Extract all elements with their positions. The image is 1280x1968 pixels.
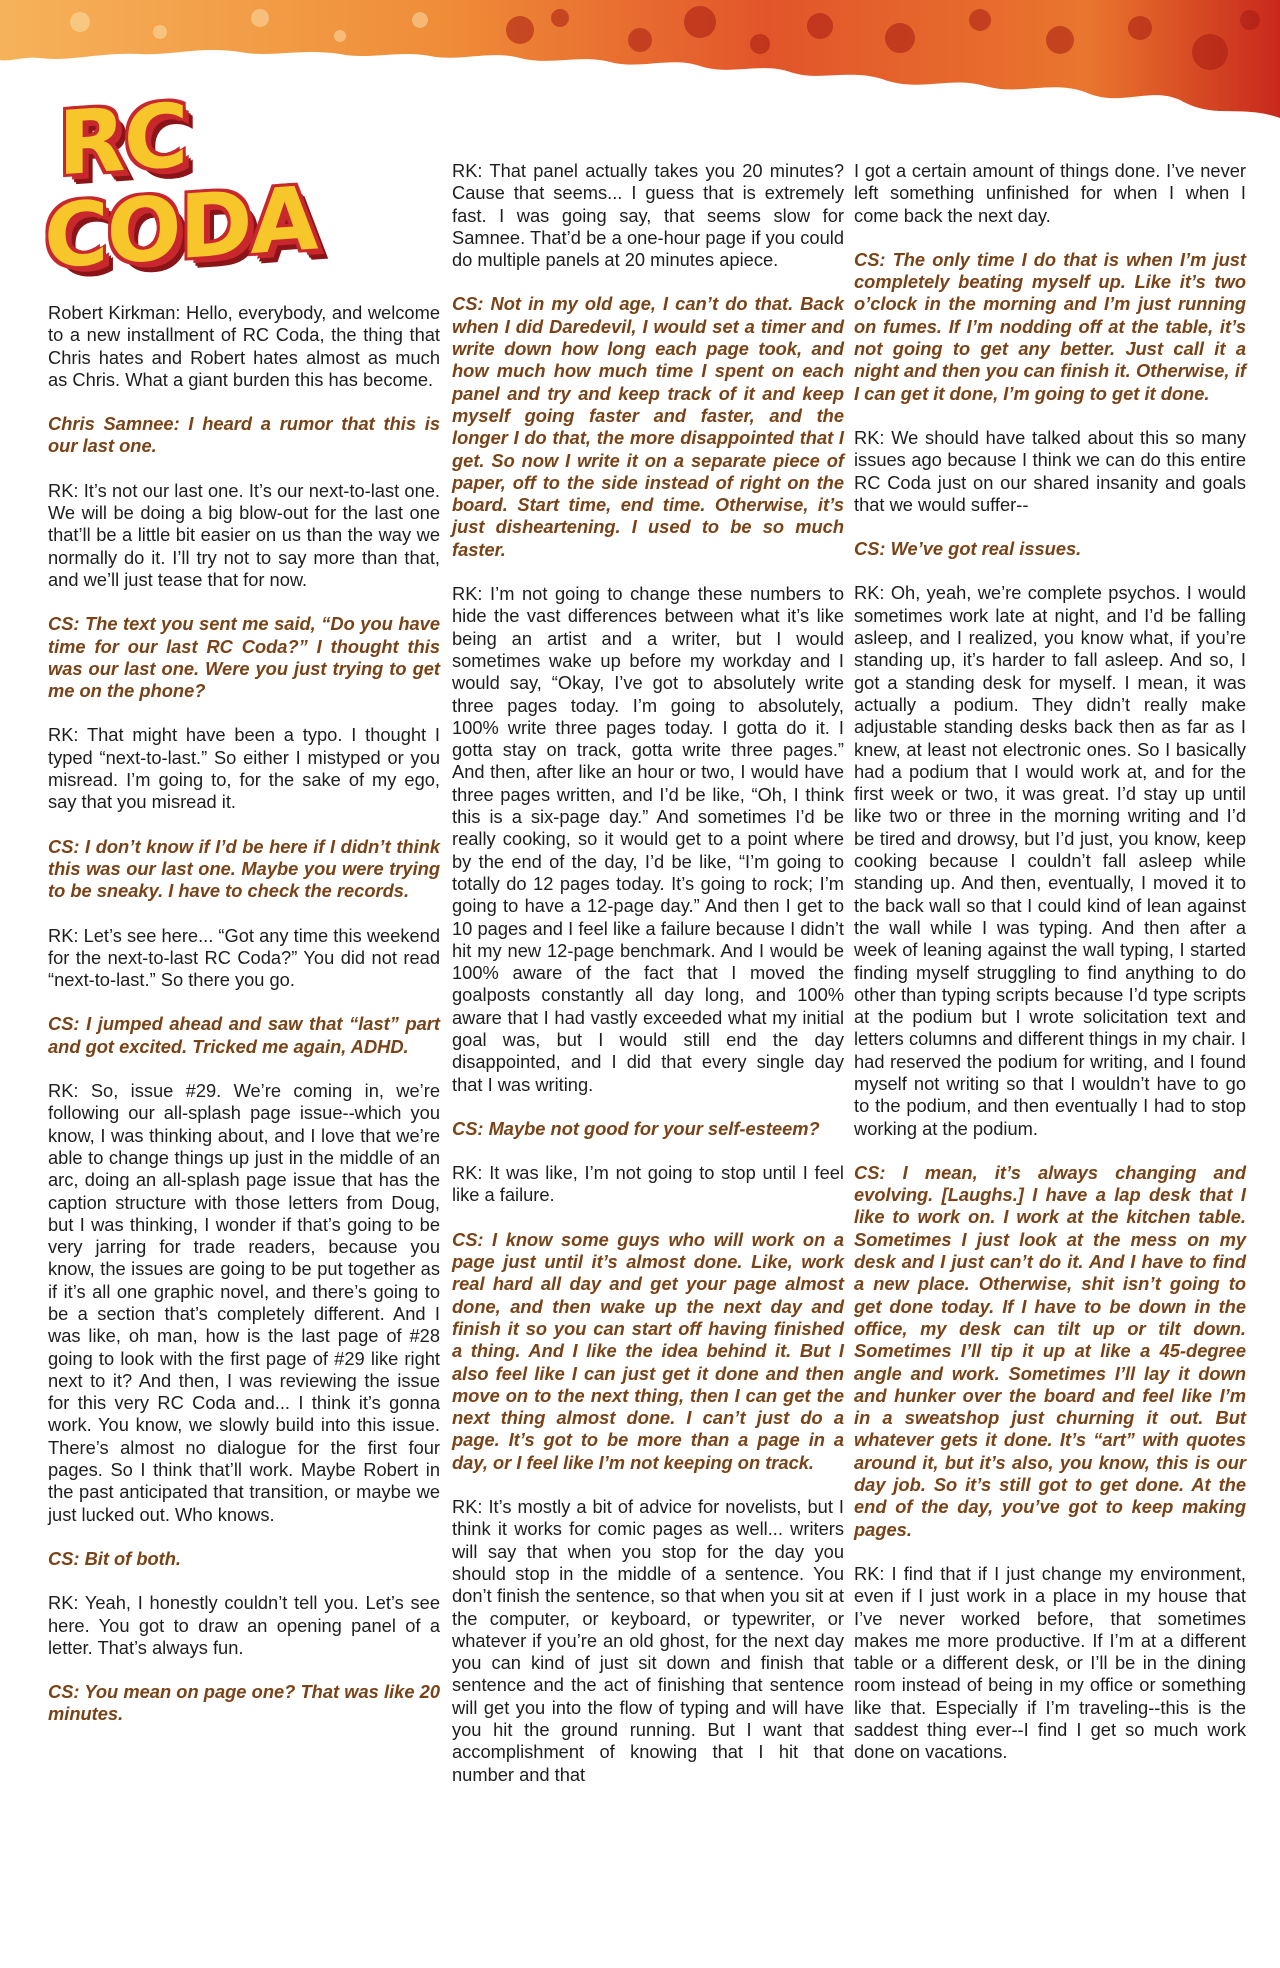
rk-paragraph: RK: It was like, I’m not going to stop until I feel like a failure. [452,1162,844,1206]
article-column-2 [452,160,844,1808]
cs-paragraph: CS: I mean, it’s always changing and evolving. [Laughs.] I have a lap desk that I like to work on. I work at the kitchen table. Sometimes I just look at the mess on my desk and I just can’t do it. And I have to find a new place. Otherwise, shit isn’t going to get done today. If I have to be down in the office, my desk can tilt up or tilt down. Sometimes I’ll tip it up at like a 45-degree angle and work. Sometimes I’ll lay it down and hunker over the board and feel like I’m in a sweatshop just churning it out. But whatever gets it done. It’s “art” with quotes around it, but it’s also, you know, this is our day job. So it’s still got to get done. At the end of the day, you’ve got to keep making pages. [854,1161,1246,1540]
rk-paragraph: RK: It’s not our last one. It’s our next-to-last one. We will be doing a big blow-out for the last one that’ll be a little bit easier on us than the way we normally do it. I’ll try not to say more than that, and we’ll just tease that for now. [48,479,440,590]
rk-paragraph: Robert Kirkman: Hello, everybody, and welcome to a new installment of RC Coda, the thing that Chris hates and Robert hates almost as much as Chris. What a giant burden this has become. [48,302,440,390]
cs-paragraph: CS: Maybe not good for your self-esteem? [452,1117,820,1139]
rk-paragraph: RK: I’m not going to change these numbers to hide the vast differences between what it’s like being an artist and a writer, but I would sometimes wake up before my workday and I would say, “Okay, I’ve got to absolutely write three pages today. I’m going to absolutely, 100% write three pages today. I gotta do it. I gotta stay on track, gotta write three pages.” And then, after like an hour or two, I would have three pages written, and I’d be like, “Oh, I think this is a six-page day.” And sometimes I’d be really cooking, so it would get to a point where by the end of the day, I’d be like, “I’m going to totally do 12 pages today. It’s going to rock; I’m going to have a 12-page day.” And then I get to 10 pages and I feel like a failure because I didn’t hit my new 12-page benchmark. And I would be 100% aware of the fact that I moved the goalposts constantly all day long, and 100% aware that I had vastly exceeded what my initial goal was, but I would still end the day disappointed, and I did that every single day that I was writing. [452,583,844,1095]
logo-line-coda: CODA [44,166,317,289]
rk-paragraph: RK: We should have talked about this so many issues ago because I think we can do this entire RC Coda just on our shared insanity and goals that we would suffer-- [854,426,1246,515]
cs-paragraph: Chris Samnee: I heard a rumor that this is our last one. [48,413,440,457]
cs-paragraph: CS: We’ve got real issues. [854,538,1082,560]
rk-paragraph: RK: Oh, yeah, we’re complete psychos. I would sometimes work late at night, and I’d be falling asleep, and I realized, you know what, if you’re standing up, it’s harder to fall asleep. And so, I got a standing desk for myself. I mean, it was actually a podium. They didn’t really make adjustable standing desks back then as far as I knew, at least not electronic ones. So I basically had a podium that I would work at, and for the first week or two, it was great. I’d stay up until like two or three in the morning writing and I’d be tired and drowsy, but I’d just, you know, keep cooking because I couldn’t fall asleep while standing up. And then, eventually, I moved it to the back wall so that I could kind of lean against the wall while I was typing. And then after a week of leaning against the wall typing, I started finding myself struggling to find anything to do other than typing scripts because I’d type scripts at the podium but I wrote solicitation text and letters columns and different things in my chair. I had reserved the podium for writing, and I found myself not writing so that I wouldn’t have to go to the podium, and then eventually I had to stop working at the podium. [854,582,1246,1139]
cs-paragraph: CS: Bit of both. [48,1547,182,1569]
rk-paragraph: RK: Yeah, I honestly couldn’t tell you. Let’s see here. You got to draw an opening panel of a letter. That’s always fun. [48,1592,440,1658]
article-column-1 [48,302,440,1748]
rk-paragraph: RK: Let’s see here... “Got any time this weekend for the next-to-last RC Coda?” You did not read “next-to-last.” So there you go. [48,924,440,991]
rk-paragraph: I got a certain amount of things done. I’ve never left something unfinished for when I when I come back the next day. [854,160,1246,226]
cs-paragraph: CS: I don’t know if I’d be here if I didn’t think this was our last one. Maybe you were trying to be sneaky. I have to check the records. [48,835,440,902]
cs-paragraph: CS: The text you sent me said, “Do you have time for our last RC Coda?” I thought this was our last one. Were you just trying to get me on the phone? [48,613,440,702]
cs-paragraph: CS: You mean on page one? That was like 20 minutes. [48,1681,440,1725]
rk-paragraph: RK: I find that if I just change my environment, even if I just work in a place in my house that I’ve never worked before, that sometimes makes me more productive. If I’m at a different table or a different desk, or I’ll be in the dining room instead of being in my office or something like that. Especially if I’m traveling--this is the saddest thing ever--I find I get so much work done on vacations. [854,1562,1246,1763]
rk-paragraph: RK: That might have been a typo. I thought I typed “next-to-last.” So either I mistyped or you misread. I’m going to, for the sake of my ego, say that you misread it. [48,724,440,813]
cs-paragraph: CS: I know some guys who will work on a page just until it’s almost done. Like, work real hard all day and get your page almost done, and then wake up the next day and finish it so you can start off having finished a thing. And I like the idea behind it. But I also feel like I can just get it done and then move on to the next thing, then I can get the next thing almost done. I can’t just do a page. It’s got to be more than a page in a day, or I feel like I’m not keeping on track. [452,1228,844,1473]
cs-paragraph: CS: The only time I do that is when I’m just completely beating myself up. Like it’s two o’clock in the morning and I’m just running on fumes. If I’m nodding off at the table, it’s not going to get any better. Just call it a night and then you can finish it. Otherwise, if I can get it done, I’m going to get it done. [854,248,1246,404]
logo-line-rc: RC [58,83,187,196]
cs-paragraph: CS: Not in my old age, I can’t do that. Back when I did Daredevil, I would set a timer and write down how long each page took, and how much how much time I spent on each panel and try and keep track of it and keep myself going faster and faster, and the longer I do that, the more disappointed that I get. So now I write it on a separate piece of paper, off to the side instead of right on the board. Start time, end time. Otherwise, it’s just disheartening. I used to be so much faster. [452,293,844,560]
rk-paragraph: RK: It’s mostly a bit of advice for novelists, but I think it works for comic pages as well... writers will say that when you stop for the day you should stop in the middle of a sentence. You don’t finish the sentence, so that when you sit at the computer, or keyboard, or typewriter, or whatever if you’re an old ghost, for the next day you can kind of just sit down and finish that sentence and the act of finishing that sentence will get you into the flow of typing and will have you hit the ground running. But I want that accomplishment of knowing that I hit that number and that [452,1496,844,1785]
article-column-3 [854,160,1246,1786]
rk-paragraph: RK: That panel actually takes you 20 minutes? Cause that seems... I guess that is extremely fast. I was going say, that seems slow for Samnee. That’d be a one-hour page if you could do multiple panels at 20 minutes apiece. [452,160,844,271]
rc-coda-logo [44,83,424,289]
cs-paragraph: CS: I jumped ahead and saw that “last” part and got excited. Tricked me again, ADHD. [48,1013,440,1057]
rk-paragraph: RK: So, issue #29. We’re coming in, we’re following our all-splash page issue--which you know, I was thinking about, and I love that we’re able to change things up just in the middle of an arc, doing an all-splash page issue that has the caption structure with those letters from Doug, but I was thinking, I wonder if that’s going to be very jarring for trade readers, because you know, the issues are going to be put together as if it’s all one graphic novel, and there’s going to be a section that’s completely different. And I was like, oh man, how is the last page of #28 going to look with the first page of #29 like right next to it? And then, I was reviewing the issue for this very RC Coda and... I think it’s gonna work. You know, we slowly build into this issue. There’s almost no dialogue for the first four pages. So I think that’ll work. Maybe Robert in the past anticipated that transition, or maybe we just lucked out. Who knows. [48,1080,440,1525]
